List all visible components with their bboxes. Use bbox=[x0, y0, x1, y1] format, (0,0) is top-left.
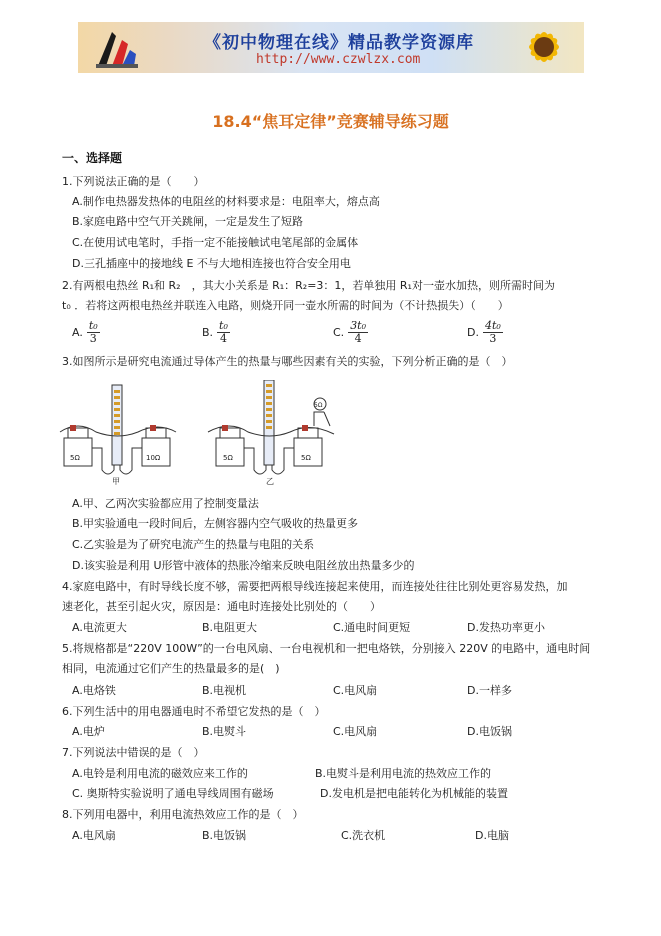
left-figure-label: 甲 bbox=[112, 477, 120, 486]
question-4-stem-line-2: 速老化，甚至引起火灾，原因是：通电时连接处比别处的（ ） bbox=[62, 600, 381, 613]
question-6-option-b: B.电熨斗 bbox=[202, 725, 247, 738]
question-5-stem-line-1: 5.将规格都是“220V 100W”的一台电风扇、一台电视机和一把电烙铁，分别接入 220V 的电路中，通电时间 bbox=[62, 642, 591, 655]
question-8-option-b: B.电饭锅 bbox=[202, 829, 247, 842]
question-3-option-d: D.该实验是利用 U形管中液体的热胀冷缩来反映电阻丝放出热量多少的 bbox=[72, 559, 415, 572]
question-1-option-a: A.制作电热器发热体的电阻丝的材料要求是：电阻率大，熔点高 bbox=[72, 195, 380, 208]
question-5-option-c: C.电风扇 bbox=[333, 684, 378, 697]
question-1-option-b: B.家庭电路中空气开关跳闸，一定是发生了短路 bbox=[72, 215, 304, 228]
question-7-option-d: D.发电机是把电能转化为机械能的装置 bbox=[320, 787, 508, 800]
question-2-option-a: A. $\frac{\text{t₀}}{3}$ bbox=[72, 319, 98, 345]
question-1-option-c: C.在使用试电笔时，手指一定不能接触试电笔尾部的金属体 bbox=[72, 236, 359, 249]
apparatus-left bbox=[60, 385, 176, 486]
question-7-option-b: B.电熨斗是利用电流的热效应工作的 bbox=[315, 767, 492, 780]
question-7-stem: 7.下列说法中错误的是（ ） bbox=[62, 746, 205, 759]
question-2-option-d: D. $\frac{\text{4t₀}}{3}$ bbox=[467, 319, 501, 345]
question-3-option-b: B.甲实验通电一段时间后，左侧容器内空气吸收的热量更多 bbox=[72, 517, 359, 530]
banner-url: http://www.czwlzx.com bbox=[256, 52, 421, 67]
question-4-option-b: B.电阻更大 bbox=[202, 621, 258, 634]
question-4-stem-line-1: 4.家庭电路中，有时导线长度不够，需要把两根导线连接起来使用，而连接处往往比别处更容易发热，加 bbox=[62, 580, 568, 593]
right-resistor-3-label: 5Ω bbox=[314, 402, 323, 409]
right-resistor-1-label: 5Ω bbox=[223, 454, 233, 462]
document-title: 18.4“焦耳定律”竞赛辅导练习题 bbox=[212, 112, 449, 131]
question-8-stem: 8.下列用电器中，利用电流热效应工作的是（ ） bbox=[62, 808, 304, 821]
question-2-stem-line-1: 2.有两根电热丝 R₁和 R₂ ，其大小关系是 R₁：R₂=3：1，若单独用 R₁对一壶水加热，则所需时间为 bbox=[62, 279, 555, 292]
experiment-figure bbox=[58, 380, 348, 492]
question-8-option-d: D.电脑 bbox=[475, 829, 509, 842]
question-5-option-d: D.一样多 bbox=[467, 684, 512, 697]
question-2-stem-line-2: t₀ ．若将这两根电热丝并联连入电路，则烧开同一壶水所需的时间为（不计热损失）（ ） bbox=[62, 299, 509, 312]
question-4-option-d: D.发热功率更小 bbox=[467, 621, 545, 634]
right-figure-label: 乙 bbox=[266, 477, 274, 486]
banner-title: 《初中物理在线》精品教学资源库 bbox=[204, 33, 474, 53]
question-2-option-b: B. $\frac{\text{t₀}}{4}$ bbox=[202, 319, 228, 345]
section-heading: 一、选择题 bbox=[62, 151, 123, 165]
question-3-option-a: A.甲、乙两次实验都应用了控制变量法 bbox=[72, 497, 259, 510]
question-4-option-c: C.通电时间更短 bbox=[333, 621, 411, 634]
sunflower-icon bbox=[514, 22, 574, 73]
left-resistor-1-label: 5Ω bbox=[70, 454, 80, 462]
question-6-stem: 6.下列生活中的用电器通电时不希望它发热的是（ ） bbox=[62, 705, 326, 718]
apparatus-right bbox=[208, 380, 334, 486]
question-3-option-c: C.乙实验是为了研究电流产生的热量与电阻的关系 bbox=[72, 538, 315, 551]
question-6-option-a: A.电炉 bbox=[72, 725, 105, 738]
question-6-option-d: D.电饭锅 bbox=[467, 725, 512, 738]
question-8-option-a: A.电风扇 bbox=[72, 829, 116, 842]
question-2-option-c: C. $\frac{\text{3t₀}}{4}$ bbox=[333, 319, 367, 345]
question-1-option-d: D.三孔插座中的接地线 E 不与大地相连接也符合安全用电 bbox=[72, 257, 351, 270]
right-resistor-2-label: 5Ω bbox=[301, 454, 311, 462]
header-banner bbox=[78, 22, 584, 73]
question-3-stem: 3.如图所示是研究电流通过导体产生的热量与哪些因素有关的实验，下列分析正确的是（ ） bbox=[62, 355, 513, 368]
site-logo-icon bbox=[92, 26, 140, 70]
question-4-option-a: A.电流更大 bbox=[72, 621, 127, 634]
question-7-option-a: A.电铃是利用电流的磁效应来工作的 bbox=[72, 767, 248, 780]
question-8-option-c: C.洗衣机 bbox=[341, 829, 386, 842]
question-7-option-c: C. 奥斯特实验说明了通电导线周围有磁场 bbox=[72, 787, 274, 800]
question-6-option-c: C.电风扇 bbox=[333, 725, 378, 738]
question-5-stem-line-2: 相同，电流通过它们产生的热量最多的是( ) bbox=[62, 662, 280, 675]
question-1-stem: 1.下列说法正确的是（ ） bbox=[62, 175, 205, 188]
left-resistor-2-label: 10Ω bbox=[146, 454, 161, 462]
question-5-option-a: A.电烙铁 bbox=[72, 684, 116, 697]
question-5-option-b: B.电视机 bbox=[202, 684, 247, 697]
